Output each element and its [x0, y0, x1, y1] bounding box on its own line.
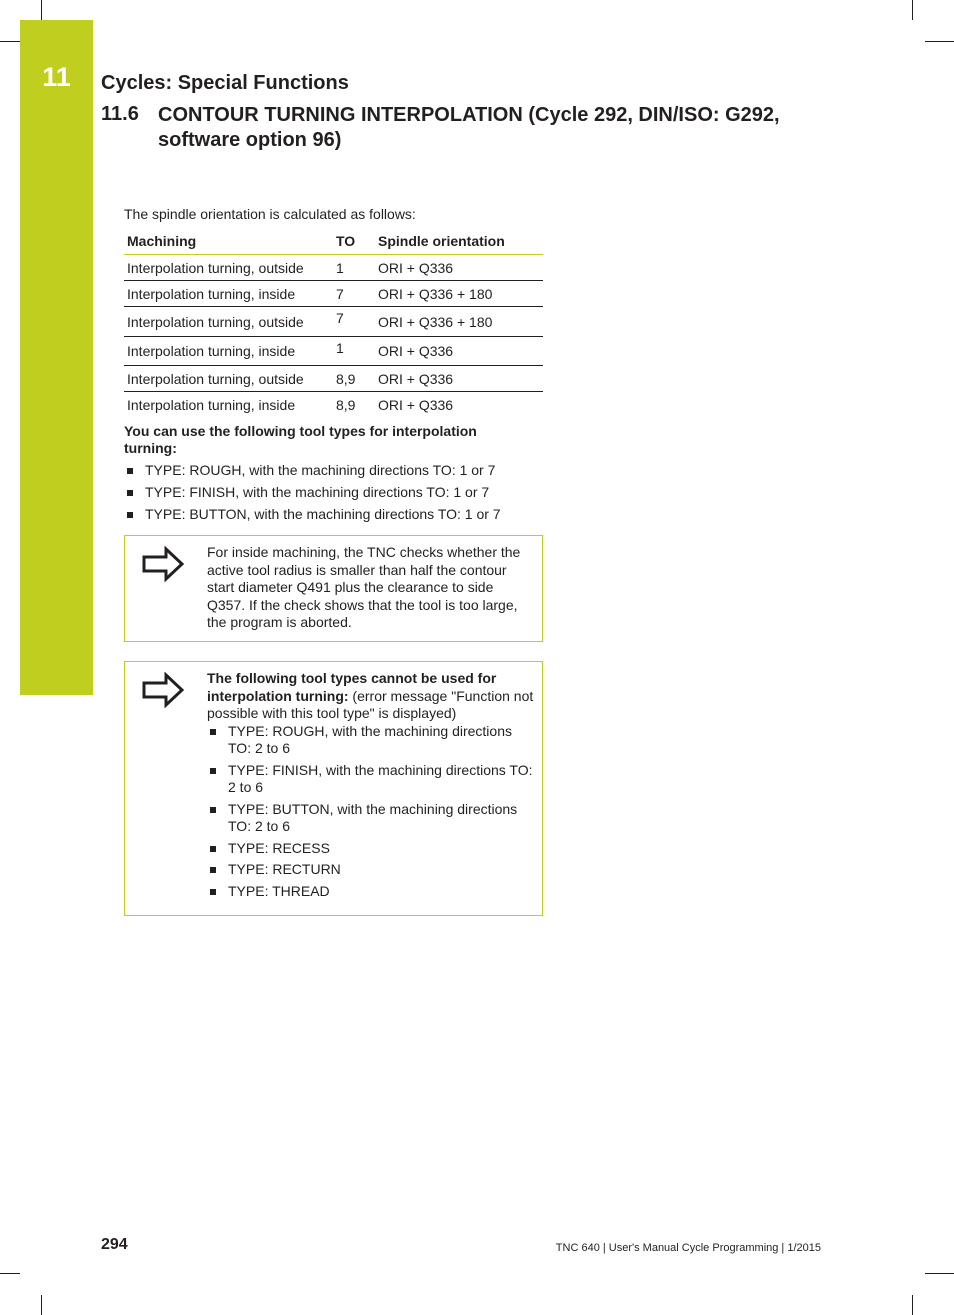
table-cell: 8,9	[336, 396, 356, 413]
table-cell: Interpolation turning, inside	[124, 281, 333, 307]
table-cell: 8,9	[333, 366, 375, 392]
list-item: TYPE: FINISH, with the machining directions TO: 2 to 6	[207, 762, 535, 797]
table-cell: Interpolation turning, inside	[127, 396, 296, 413]
chapter-number: 11	[42, 62, 71, 92]
page-number: 294	[101, 1236, 128, 1253]
table-cell: ORI + Q336	[375, 366, 543, 392]
spindle-orientation-table	[124, 227, 543, 418]
section-title: CONTOUR TURNING INTERPOLATION (Cycle 292, DIN/ISO: G292, software option 96)	[158, 104, 780, 151]
crop-mark	[41, 1295, 42, 1315]
crop-mark	[925, 1273, 954, 1274]
footer-text: TNC 640 | User's Manual Cycle Programming | 1/2015	[555, 1242, 821, 1254]
list-item: TYPE: BUTTON, with the machining directions TO: 1 or 7	[124, 506, 544, 528]
note-text: For inside machining, the TNC checks whether the active tool radius is smaller than half the contour start diameter Q491 plus the clearance to side Q357. If the check shows that the tool is too large, the program is aborted.	[207, 544, 521, 630]
note-box-unsupported-tools	[124, 661, 543, 916]
table-cell: ORI + Q336 + 180	[375, 307, 543, 337]
crop-mark	[912, 1295, 913, 1315]
list-item: TYPE: RECESS	[207, 840, 535, 858]
table-row	[124, 307, 543, 337]
list-item: TYPE: THREAD	[207, 883, 535, 901]
table-cell: 7	[333, 307, 375, 337]
note-rest-text: (error message "Function not possible with this tool type" is displayed)	[207, 687, 534, 721]
list-item: TYPE: ROUGH, with the machining directions TO: 1 or 7	[124, 462, 544, 484]
table-cell: ORI + Q336	[375, 337, 543, 366]
table-cell: Interpolation turning, outside	[124, 366, 333, 392]
list-item: TYPE: RECTURN	[207, 861, 535, 879]
table-cell: Interpolation turning, outside	[124, 307, 333, 337]
arrow-right-icon	[141, 672, 185, 708]
chapter-title: Cycles: Special Functions	[101, 72, 349, 94]
table-cell: ORI + Q336	[375, 255, 543, 281]
table-cell: 1	[333, 337, 375, 366]
crop-mark	[41, 0, 42, 20]
chapter-tab	[20, 20, 93, 695]
list-item: TYPE: BUTTON, with the machining directions TO: 2 to 6	[207, 801, 535, 836]
tool-types-list	[124, 462, 544, 528]
unsupported-tools-list	[207, 723, 535, 901]
table-cell: ORI + Q336	[378, 396, 454, 413]
table-cell: Interpolation turning, inside	[124, 337, 333, 366]
crop-mark	[0, 1273, 20, 1274]
note-text	[207, 670, 535, 904]
table-row	[124, 337, 543, 366]
table-row	[124, 366, 543, 392]
list-item: TYPE: FINISH, with the machining directions TO: 1 or 7	[124, 484, 544, 506]
section-number: 11.6	[101, 103, 139, 125]
table-cell: 1	[333, 255, 375, 281]
column-header: Spindle orientation	[375, 227, 543, 255]
table-row	[124, 281, 543, 307]
crop-mark	[0, 41, 20, 42]
table-cell: ORI + Q336 + 180	[375, 281, 543, 307]
table-cell: 7	[333, 281, 375, 307]
table-header-row	[124, 227, 543, 255]
intro-text: The spindle orientation is calculated as follows:	[124, 206, 416, 222]
tool-types-lead: You can use the following tool types for interpolation turning:	[124, 423, 477, 456]
crop-mark	[912, 0, 913, 20]
note-bold-text: The following tool types cannot be used for interpolation turning:	[207, 670, 497, 704]
column-header: Machining	[124, 227, 333, 255]
note-box-inside-machining	[124, 535, 543, 642]
crop-mark	[925, 41, 954, 42]
list-item: TYPE: ROUGH, with the machining directions TO: 2 to 6	[207, 723, 535, 758]
note-paragraph	[207, 670, 535, 723]
column-header: TO	[333, 227, 375, 255]
arrow-right-icon	[141, 546, 185, 582]
table-row	[124, 255, 543, 281]
table-cell: Interpolation turning, outside	[124, 255, 333, 281]
table-row	[124, 392, 543, 418]
